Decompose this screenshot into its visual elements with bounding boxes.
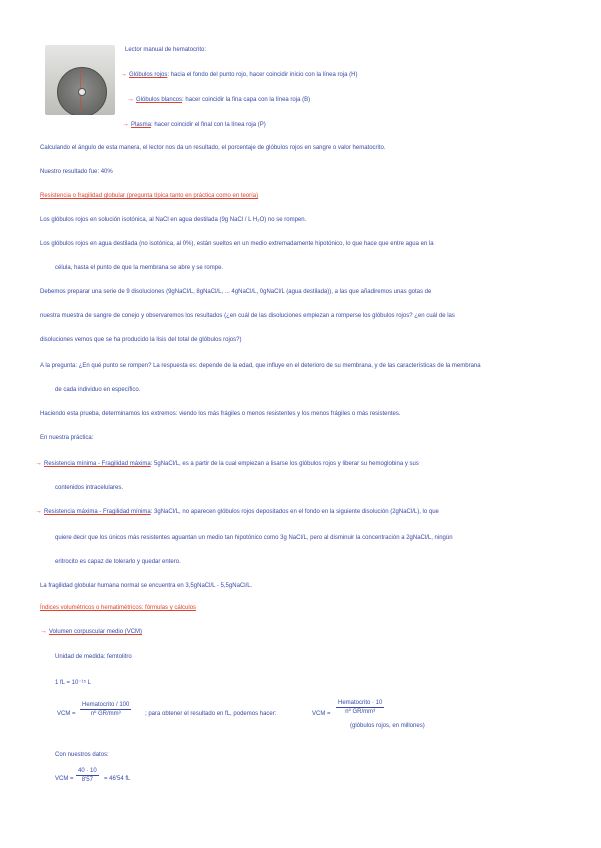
formula2-note: (glóbulos rojos, en millones): [350, 723, 425, 729]
calc-denominator: 8'57: [81, 777, 93, 783]
reader-step-white-cells: [127, 96, 310, 104]
fragility-paragraph-6: En nuestra práctica:: [40, 435, 94, 441]
reader-title: Lector manual de hematocrito:: [125, 47, 207, 53]
formula1-lhs: VCM =: [57, 711, 76, 717]
vcm-conversion: 1 fL = 10⁻¹⁵ L: [55, 680, 91, 686]
fragility-paragraph-2-line: célula, hasta el punto de que la membrana se abre y se rompe.: [55, 265, 224, 271]
step-label: Glóbulos blancos: [136, 97, 183, 103]
formula2-lhs: VCM =: [312, 711, 331, 717]
formula-middle-text: ; para obtener el resultado en fL, podemos hacer:: [145, 711, 277, 717]
calc-fraction: [76, 767, 99, 784]
calc-lhs: VCM =: [55, 776, 74, 782]
item-label: Resistencia máxima - Fragilidad mínima: [44, 509, 151, 515]
fragility-paragraph-1: Los glóbulos rojos en solución isotónica, al NaCl en agua destilada (9g NaCl / L H₂O) no se rompen.: [40, 217, 307, 223]
step-text: : hacia el fondo del punto rojo, hacer coincidir inicio con la línea roja (H): [167, 72, 358, 78]
step-text: : hacer coincidir la fina capa con la línea roja (B): [182, 97, 311, 103]
fragility-paragraph-4-line: de cada individuo en específico.: [55, 387, 141, 393]
item-text: : 5gNaCl/L, es a partir de la cual empiezan a lisarse los glóbulos rojos y liberar su hemoglobina y sus: [150, 461, 419, 467]
hematocrit-result: Nuestro resultado fue: 40%: [40, 169, 113, 175]
step-text: : hacer coincidir el final con la línea roja (P): [151, 122, 266, 128]
reader-step-red-cells: [120, 71, 357, 79]
formula1-denominator: nº GR/mm³: [90, 711, 121, 717]
formula2-fraction: [336, 699, 384, 716]
normal-fragility-range: La fragilidad globular humana normal se encuentra en 3,5gNaCl/L - 5,5gNaCl/L.: [40, 583, 253, 589]
fragility-paragraph-3-line: nuestra muestra de sangre de conejo y observaremos los resultados (¿en cuál de las disoluciones empiezan a romperse los glóbulos rojos? ¿en cuál de las: [40, 313, 455, 319]
fragility-paragraph-5: Haciendo esta prueba, determinamos los extremos: viendo los más frágiles o menos resistentes y los menos frágiles o más resistentes.: [40, 411, 401, 417]
item-label: Resistencia mínima - Fragilidad máxima: [44, 461, 151, 467]
reader-step-plasma: [122, 121, 266, 129]
right-arrow-icon: →: [35, 508, 42, 515]
hematocrit-reader-photo: [45, 45, 115, 115]
fragility-paragraph-2-line: Los glóbulos rojos en agua destilada (no isotónica, al 0%), están sueltos en un medio extremadamente hipotónico, lo que hace que entre agua en la: [40, 241, 434, 247]
step-label: Glóbulos rojos: [129, 72, 168, 78]
min-resistance-item-line: contenidos intracelulares.: [55, 485, 124, 491]
formula1-fraction: [80, 701, 131, 718]
vcm-unit: Unidad de medida: femtolitro: [55, 654, 132, 660]
right-arrow-icon: →: [127, 96, 134, 103]
fragility-paragraph-4-line: A la pregunta: ¿En qué punto se rompen? La respuesta es: depende de la edad, que influye en el deterioro de su membrana, y de las características de la membrana: [40, 363, 481, 369]
hematocrit-explanation: Calculando el ángulo de esta manera, el lector nos da un resultado, el porcentaje de glóbulos rojos en sangre o valor hematocrito.: [40, 145, 386, 151]
item-text: : 3gNaCl/L, no aparecen glóbulos rojos depositados en el fondo en la siguiente disolución (2gNaCl/L), lo que: [150, 509, 439, 515]
step-label: Plasma: [131, 122, 152, 128]
fragility-heading: Resistencia o fragilidad globular (pregunta típica tanto en práctica como en teoría): [40, 193, 259, 199]
right-arrow-icon: →: [35, 460, 42, 467]
formula2-numerator: Hematocrito · 10: [338, 700, 383, 706]
max-resistance-item-line: eritrocito es capaz de tolerarlo y quedar entero.: [55, 559, 181, 565]
calc-result: = 46'54 fL: [104, 776, 131, 782]
max-resistance-item: [35, 508, 439, 516]
right-arrow-icon: →: [122, 121, 129, 128]
formula2-denominator: nº GR/mm³: [345, 709, 376, 715]
vcm-heading-label: Volumen corpuscular medio (VCM): [49, 629, 143, 635]
right-arrow-icon: →: [120, 71, 127, 78]
reader-hub: [78, 88, 86, 96]
our-data-label: Con nuestros datos:: [55, 752, 109, 758]
max-resistance-item-line: quiere decir que los únicos más resistentes aguantan un medio tan hipotónico como 3g NaCl/L, pero al disminuir la concentración a 2gNaCl/L, ningún: [55, 535, 453, 541]
fragility-paragraph-3-line: disoluciones vemos que se ha producido la lisis del total de glóbulos rojos?): [40, 337, 242, 343]
vcm-heading: [40, 628, 142, 636]
formula1-numerator: Hematocrito / 100: [82, 702, 130, 708]
min-resistance-item: [35, 460, 419, 468]
fragility-paragraph-3-line: Debemos preparar una serie de 9 disoluciones (9gNaCl/L, 8gNaCl/L, ... 4gNaCl/L, 0gNaCl/L (agua destilada)), a las que añadiremos unas gotas de: [40, 289, 432, 295]
calc-numerator: 40 · 10: [78, 768, 97, 774]
indices-heading: Índices volumétricos o hematimétricos: fórmulas y cálculos: [40, 605, 197, 611]
right-arrow-icon: →: [40, 628, 47, 635]
